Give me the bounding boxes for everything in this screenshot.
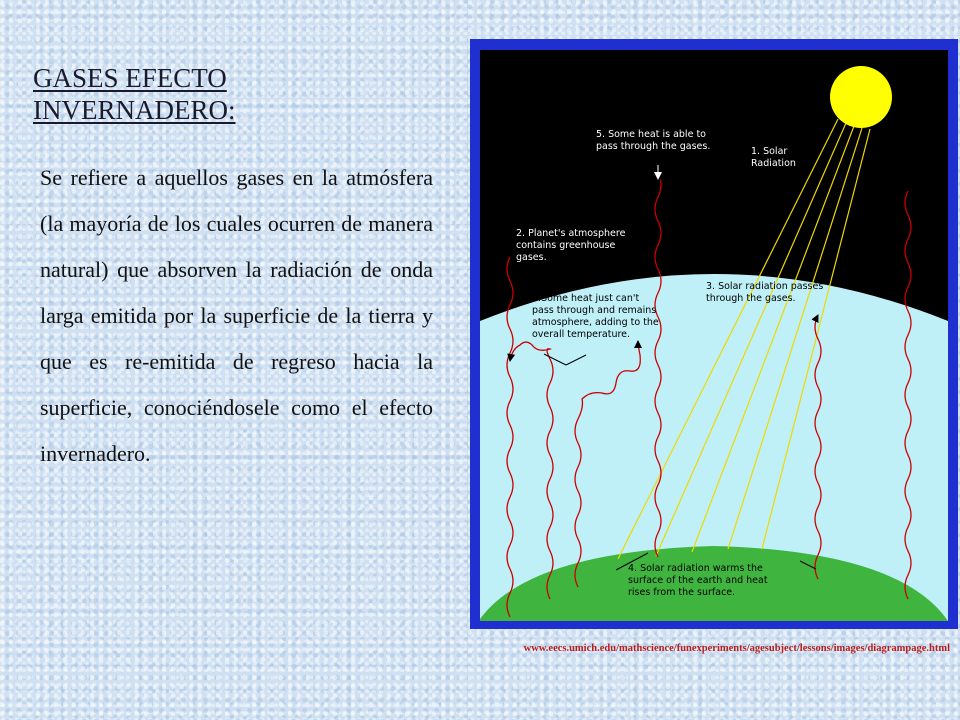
title-line-2: INVERNADERO:	[33, 95, 236, 125]
label-passes-through: 3. Solar radiation passes through the gases.	[706, 281, 824, 304]
label-heat-escapes: 5. Some heat is able to pass through the gases.	[596, 129, 711, 152]
title-line-1: GASES EFECTO	[33, 63, 227, 93]
slide-title	[33, 62, 433, 126]
source-url: www.eecs.umich.edu/mathscience/funexperiments/agesubject/lessons/images/diagrampage.html	[523, 643, 950, 654]
sun-icon	[830, 66, 892, 128]
body-paragraph: Se refiere a aquellos gases en la atmósfera (la mayoría de los cuales ocurren de manera natural) que absorven la radiación de onda larga emitida por la superficie de la tierra y que es re-emitida de regreso hacia la superficie, conociéndosele como el efecto invernadero.	[40, 165, 433, 466]
label-heat-trapped: 6.Some heat just can't pass through and remains atmosphere, adding to the overall temperature.	[532, 293, 659, 340]
greenhouse-diagram	[470, 39, 958, 629]
label-atmosphere: 2. Planet's atmosphere contains greenhouse gases.	[516, 228, 626, 263]
label-solar-radiation: 1. Solar Radiation	[751, 146, 796, 169]
label-warms-surface: 4. Solar radiation warms the surface of the earth and heat rises from the surface.	[628, 563, 768, 598]
